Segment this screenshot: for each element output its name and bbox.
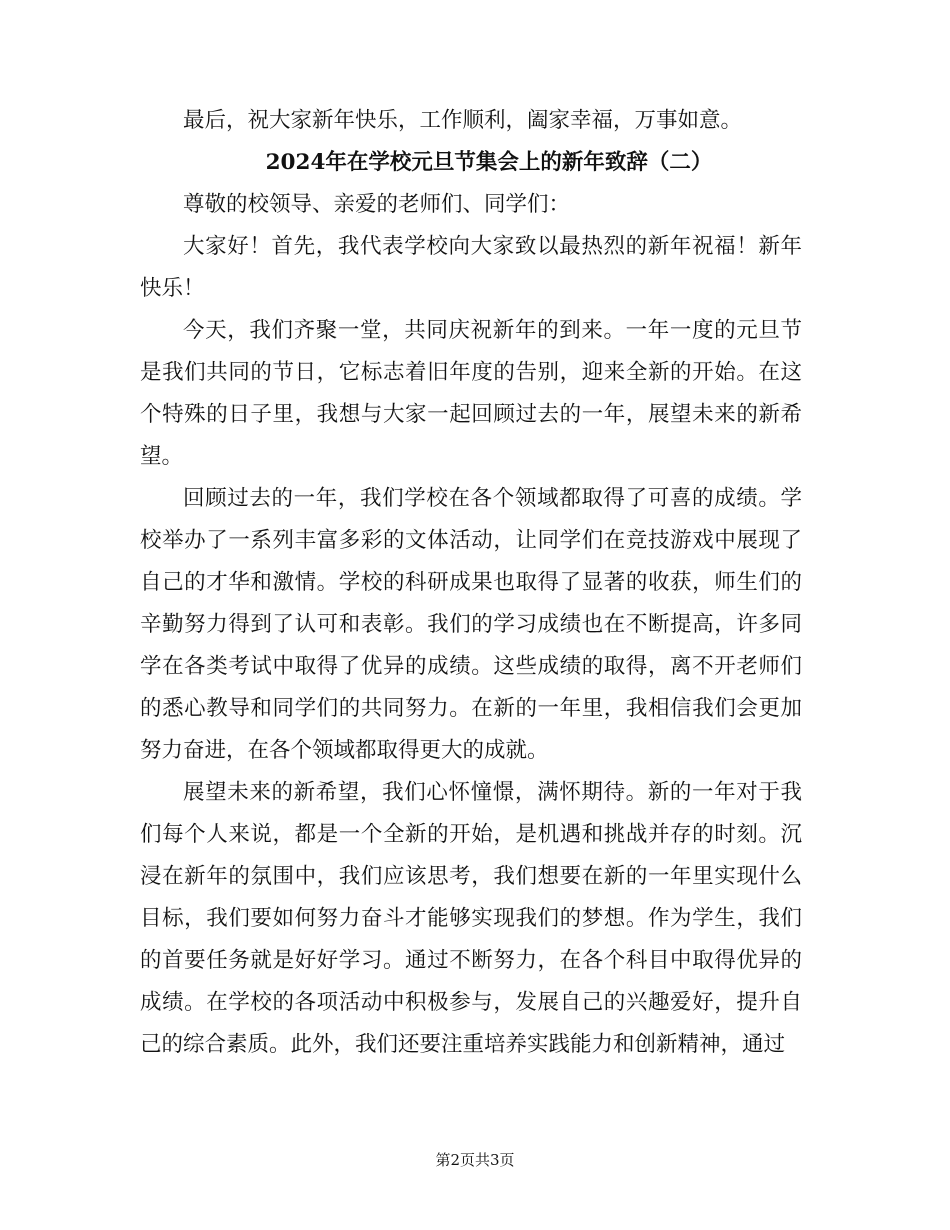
page-number-footer: 第2页共3页 xyxy=(435,1151,515,1169)
paragraph-gathering: 今天，我们齐聚一堂，共同庆祝新年的到来。一年一度的元旦节是我们共同的节日，它标志着旧年度的告别，迎来全新的开始。在这个特殊的日子里，我想与大家一起回顾过去的一年，展望未来的新希望。 xyxy=(140,318,802,469)
paragraph-greeting: 大家好！首先，我代表学校向大家致以最热烈的新年祝福！新年快乐！ xyxy=(140,234,802,301)
salutation: 尊敬的校领导、亲爱的老师们、同学们： xyxy=(183,192,571,217)
paragraph-review: 回顾过去的一年，我们学校在各个领域都取得了可喜的成绩。学校举办了一系列丰富多彩的文体活动，让同学们在竞技游戏中展现了自己的才华和激情。学校的科研成果也取得了显著的收获，师生们的辛勤努力得到了认可和表彰。我们的学习成绩也在不断提高，许多同学在各类考试中取得了优异的成绩。这些成绩的取得，离不开老师们的悉心教导和同学们的共同努力。在新的一年里，我相信我们会更加努力奋进，在各个领域都取得更大的成就。 xyxy=(140,486,802,763)
document-body xyxy=(140,100,802,1066)
paragraph-outlook: 展望未来的新希望，我们心怀憧憬，满怀期待。新的一年对于我们每个人来说，都是一个全新的开始，是机遇和挑战并存的时刻。沉浸在新年的氛围中，我们应该思考，我们想要在新的一年里实现什么目标，我们要如何努力奋斗才能够实现我们的梦想。作为学生，我们的首要任务就是好好学习。通过不断努力，在各个科目中取得优异的成绩。在学校的各项活动中积极参与，发展自己的兴趣爱好，提升自己的综合素质。此外，我们还要注重培养实践能力和创新精神，通过 xyxy=(140,780,802,1057)
closing-line: 最后，祝大家新年快乐，工作顺利，阖家幸福，万事如意。 xyxy=(183,108,743,133)
speech-title: 2024年在学校元旦节集会上的新年致辞（二） xyxy=(265,150,713,175)
